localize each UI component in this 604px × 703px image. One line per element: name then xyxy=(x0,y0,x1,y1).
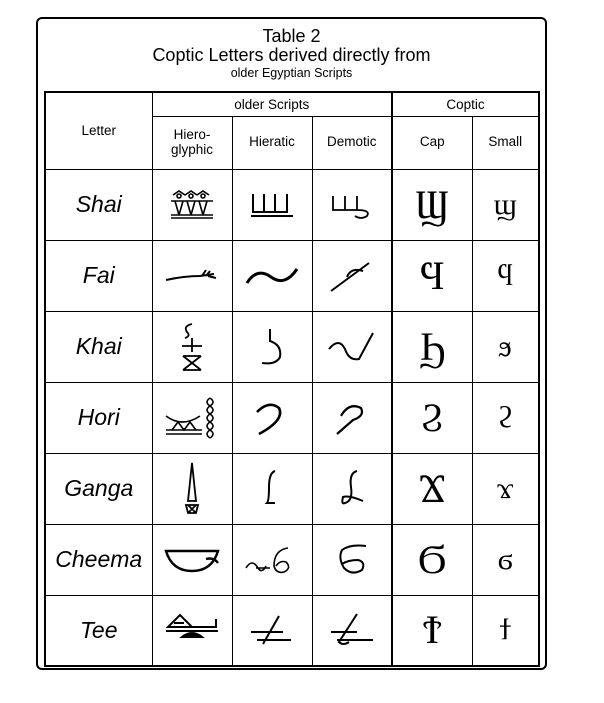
header-hieroglyphic: Hiero- glyphic xyxy=(152,116,232,169)
table-row-hori xyxy=(45,382,539,453)
hill-slope-icon xyxy=(180,461,204,517)
letter-name: Fai xyxy=(45,240,152,311)
coptic-cap: Ϩ xyxy=(392,382,472,453)
table-row-tee xyxy=(45,595,539,666)
header-cap: Cap xyxy=(392,116,472,169)
hieratic-cell xyxy=(232,453,312,524)
coptic-cap: Ϯ xyxy=(392,595,472,666)
header-hieratic: Hieratic xyxy=(232,116,312,169)
header-older-scripts: older Scripts xyxy=(152,92,392,116)
placenta-icon xyxy=(177,320,207,374)
coptic-letters-table xyxy=(44,91,540,667)
hieratic-cell xyxy=(232,382,312,453)
ganga-demotic-icon xyxy=(335,467,369,511)
hieratic-cell xyxy=(232,595,312,666)
demotic-cell xyxy=(312,524,392,595)
header-small: Small xyxy=(472,116,539,169)
demotic-cell xyxy=(312,453,392,524)
coptic-small: ϥ xyxy=(472,240,539,311)
letter-name: Cheema xyxy=(45,524,152,595)
letter-name: Khai xyxy=(45,311,152,382)
letter-name: Hori xyxy=(45,382,152,453)
hieroglyph-cell xyxy=(152,240,232,311)
coptic-small: ϯ xyxy=(472,595,539,666)
khai-hieratic-icon xyxy=(252,325,292,369)
table-row-shai xyxy=(45,169,539,240)
demotic-cell xyxy=(312,382,392,453)
header-letter: Letter xyxy=(45,92,152,169)
garden-pool-icon xyxy=(169,189,215,221)
hieratic-cell xyxy=(232,240,312,311)
khai-demotic-icon xyxy=(325,327,379,367)
hieroglyph-cell xyxy=(152,595,232,666)
table-title: Coptic Letters derived directly from xyxy=(152,45,431,65)
hori-hieratic-icon xyxy=(249,398,295,438)
tee-hieratic-icon xyxy=(247,612,297,648)
cheema-hieratic-icon xyxy=(242,542,302,578)
fai-demotic-icon xyxy=(325,257,379,295)
hieroglyph-cell xyxy=(152,524,232,595)
letter-name: Tee xyxy=(45,595,152,666)
hieratic-cell xyxy=(232,169,312,240)
hieratic-cell xyxy=(232,524,312,595)
demotic-cell xyxy=(312,240,392,311)
cheema-demotic-icon xyxy=(332,540,372,580)
coptic-cap: Ϫ xyxy=(392,453,472,524)
table-frame xyxy=(36,17,547,670)
basket-icon xyxy=(162,545,222,575)
table-row-fai xyxy=(45,240,539,311)
header-demotic: Demotic xyxy=(312,116,392,169)
horned-viper-icon xyxy=(164,266,220,286)
letter-name: Shai xyxy=(45,169,152,240)
hieroglyph-cell xyxy=(152,453,232,524)
bread-loaf-icon xyxy=(164,611,220,649)
coptic-small: ϧ xyxy=(472,311,539,382)
coptic-cap: Ϣ xyxy=(392,169,472,240)
fai-hieratic-icon xyxy=(243,261,301,291)
coptic-small: ϣ xyxy=(472,169,539,240)
demotic-cell xyxy=(312,311,392,382)
hieroglyph-cell xyxy=(152,169,232,240)
coptic-small: ϭ xyxy=(472,524,539,595)
tee-demotic-icon xyxy=(327,610,377,650)
coptic-cap: Ϥ xyxy=(392,240,472,311)
coptic-cap: Ϭ xyxy=(392,524,472,595)
ganga-hieratic-icon xyxy=(257,467,287,511)
letter-name: Ganga xyxy=(45,453,152,524)
hori-demotic-icon xyxy=(329,398,375,438)
table-row-ganga xyxy=(45,453,539,524)
courtyard-wick-icon xyxy=(162,394,222,442)
table-number: Table 2 xyxy=(262,26,321,46)
hieratic-cell xyxy=(232,311,312,382)
shai-hieratic-icon xyxy=(247,190,297,220)
hieroglyph-cell xyxy=(152,382,232,453)
coptic-cap: Ϧ xyxy=(392,311,472,382)
hieroglyph-cell xyxy=(152,311,232,382)
table-row-khai xyxy=(45,311,539,382)
demotic-cell xyxy=(312,595,392,666)
coptic-small: ϩ xyxy=(472,382,539,453)
header-coptic: Coptic xyxy=(392,92,539,116)
shai-demotic-icon xyxy=(327,190,377,220)
table-subtitle: older Egyptian Scripts xyxy=(230,66,353,80)
table-row-cheema xyxy=(45,524,539,595)
table-title-block xyxy=(38,27,545,80)
coptic-small: ϫ xyxy=(472,453,539,524)
demotic-cell xyxy=(312,169,392,240)
